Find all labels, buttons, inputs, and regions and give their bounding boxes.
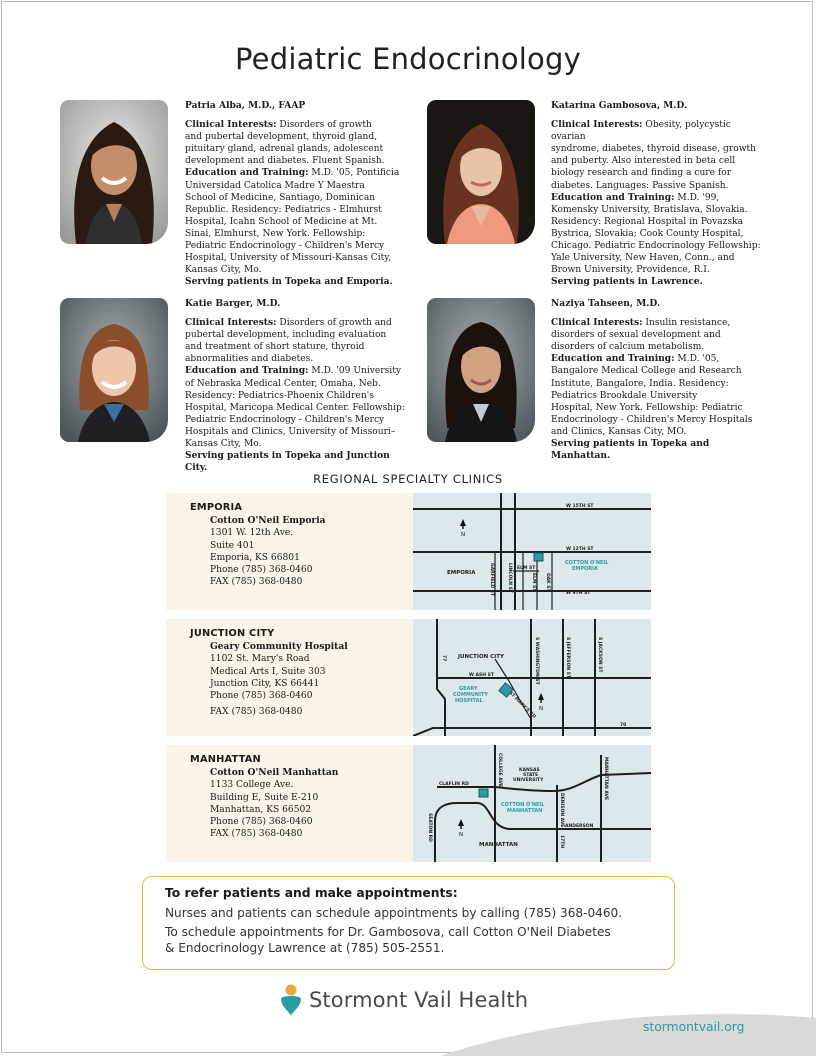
bio-line: Kansas City, Mo. [185, 265, 262, 276]
bio-line: Residency: Regional Hospital in Povazska [551, 216, 744, 227]
street-label: W 12TH ST [566, 547, 594, 552]
clinic-city: EMPORIA [190, 502, 243, 513]
street-label: ST MARY'S RD [507, 690, 537, 720]
clinic-address [190, 502, 326, 588]
bio-line: biology research and finding a cure for [551, 168, 732, 179]
campus-label: KANSAS [519, 768, 540, 773]
map-marker-label: HOSPITAL [455, 698, 483, 704]
map-marker-label: EMPORIA [572, 566, 598, 572]
street-label: GARFIELD ST [489, 563, 494, 596]
bio-line: M.D. '05, [677, 354, 720, 365]
street-label: W 9TH ST [566, 591, 591, 596]
address-line: 1102 St. Mary's Road [210, 654, 310, 665]
map-emporia [413, 493, 651, 610]
education-label: Education and Training: [185, 167, 309, 179]
bio-line: Obesity, polycystic ovarian [551, 120, 731, 143]
doctor-bio-patria-alba [185, 100, 415, 288]
bio-line: disorders of sexual development and [551, 330, 721, 341]
street-label: SEATON RD [427, 813, 432, 842]
bio-line: Komensky University, Bratislava, Slovakia. [551, 204, 748, 215]
address-line: Emporia, KS 66801 [210, 552, 300, 563]
map-city-label: JUNCTION CITY [458, 654, 504, 660]
education-label: Education and Training: [551, 191, 675, 203]
address-line: Building E, Suite E-210 [210, 792, 319, 803]
bio-line: and treatment of short stature, thyroid [185, 342, 365, 353]
map-manhattan [413, 745, 651, 862]
street-label: MANHATTAN AVE [603, 757, 608, 801]
bio-line: Hospital, New York. Fellowship: Pediatric [551, 402, 743, 413]
clinic-hospital: Cotton O'Neil Manhattan [210, 767, 339, 779]
bio-line: Endocrinology - Children's Mercy Hospitals [551, 414, 753, 425]
map-marker-label: COMMUNITY [453, 692, 489, 698]
bio-line: Sinai, Elmhurst, New York. Fellowship: [185, 228, 366, 239]
bio-line: diabetes. Languages: Passive Spanish. [551, 180, 729, 191]
serving-line: Serving patients in Topeka and Manhattan. [551, 438, 710, 462]
bio-line: pubertal development, including evaluation [185, 330, 387, 341]
map-marker-label: COTTON O'NEIL [565, 560, 609, 566]
clinic-fax: FAX (785) 368-0480 [210, 829, 303, 840]
bio-line: syndrome, diabetes, thyroid disease, growth [551, 144, 756, 155]
bio-line: Yale University, New Haven, Conn., and [551, 253, 735, 264]
street-label: 77 [441, 655, 446, 662]
street-label: S JEFFERSON ST [565, 637, 570, 678]
clinic-phone: Phone (785) 368-0460 [210, 817, 313, 828]
bio-line: Disorders of growth [279, 120, 372, 131]
website-link[interactable]: stormontvail.org [643, 1020, 745, 1034]
doctor-bio-katie-barger [185, 298, 415, 474]
doctor-name: Katie Barger, M.D. [185, 298, 281, 309]
clinic-fax: FAX (785) 368-0480 [210, 707, 303, 718]
clinics-heading: REGIONAL SPECIALTY CLINICS [313, 472, 503, 486]
street-label: COLLEGE AVE [497, 753, 502, 788]
map-marker-label: MANHATTAN [507, 808, 543, 814]
referral-heading: To refer patients and make appointments: [165, 886, 458, 900]
photo-katarina-gambosova [427, 100, 535, 244]
clinic-junction-city [166, 619, 651, 736]
street-label: W 15TH ST [566, 504, 594, 509]
street-label: ELM ST [517, 566, 536, 571]
address-line: Junction City, KS 66441 [210, 678, 320, 689]
street-label: S JACKSON ST [597, 637, 602, 673]
bio-line: Hospital, Icahn School of Medicine at Mt. [185, 216, 378, 227]
referral-line: Nurses and patients can schedule appointments by calling (785) 368-0460. [165, 906, 623, 920]
clinic-fax: FAX (785) 368-0480 [210, 577, 303, 588]
street-label: ELM ST [531, 573, 536, 592]
bio-line: Kansas City, Mo. [185, 439, 262, 450]
street-label: LINCOLN ST [507, 563, 512, 593]
bio-line: Hospital, University of Missouri-Kansas City, [185, 253, 392, 264]
bio-line: disorders of calcium metabolism. [551, 342, 705, 353]
clinic-address [190, 628, 348, 718]
clinic-manhattan [166, 745, 651, 862]
page-title: Pediatric Endocrinology [235, 42, 581, 76]
svg-text:N: N [461, 532, 466, 538]
bio-line: Pediatrics Brookdale University [551, 390, 698, 401]
doctor-bio-katarina-gambosova [551, 100, 766, 288]
doctor-name: Naziya Tahseen, M.D. [551, 298, 661, 309]
logo-text: Stormont Vail Health [309, 988, 529, 1012]
bio-line: Republic. Residency: Pediatrics - Elmhurst [185, 204, 382, 215]
address-line: Manhattan, KS 66502 [210, 804, 312, 815]
photo-katie-barger [60, 298, 168, 442]
bio-line: of Nebraska Medical Center, Omaha, Neb. [185, 378, 381, 389]
bio-line: Hospitals and Clinics, University of Missouri– [185, 426, 396, 437]
map-city-label: EMPORIA [447, 570, 476, 576]
bio-line: Bangalore Medical College and Research [551, 366, 742, 377]
address-line: 1133 College Ave. [210, 780, 294, 791]
bio-line: Chicago. Pediatric Endocrinology Fellowship: [551, 241, 761, 252]
bio-line: M.D. '09 University [311, 366, 401, 377]
street-label: OAK ST [545, 573, 550, 592]
bio-line: Pediatric Endocrinology - Children's Mercy [185, 241, 385, 252]
referral-box [142, 876, 675, 970]
clinic-phone: Phone (785) 368-0460 [210, 691, 313, 702]
education-label: Education and Training: [185, 365, 309, 377]
bio-line: and pubertal development, thyroid gland, [185, 132, 378, 143]
bio-line: Residency: Pediatrics-Phoenix Children's [185, 390, 374, 401]
clinic-phone: Phone (785) 368-0460 [210, 565, 313, 576]
referral-line: To schedule appointments for Dr. Gambosova, call Cotton O'Neil Diabetes [165, 925, 611, 939]
logo [279, 980, 528, 1020]
bio-line: pituitary gland, adrenal glands, adolescent [185, 144, 384, 155]
clinic-city: MANHATTAN [190, 754, 261, 765]
street-label: S WASHINGTON ST [534, 637, 539, 685]
referral-line: & Endocrinology Lawrence at (785) 505-2551. [165, 941, 445, 955]
map-junction-city [413, 619, 651, 736]
bio-line: Universidad Catolica Madre Y Maestra [185, 180, 365, 191]
address-line: 1301 W. 12th Ave. [210, 528, 294, 539]
bio-line: Hospital, Maricopa Medical Center. Fellowship: [185, 402, 405, 413]
interests-label: Clinical Interests: [551, 317, 643, 329]
street-label: DENISON AVE [559, 793, 564, 828]
address-line: Medical Arts I, Suite 303 [210, 666, 326, 677]
map-city-label: MANHATTAN [479, 842, 518, 848]
street-label: W ASH ST [469, 673, 494, 678]
photo-patria-alba [60, 100, 168, 244]
bio-line: M.D. '05, Pontificia [311, 168, 400, 179]
education-label: Education and Training: [551, 353, 675, 365]
clinic-emporia [166, 493, 651, 610]
bio-line: M.D. '99, [677, 192, 720, 203]
map-marker-label: GEARY [459, 686, 478, 692]
photo-naziya-tahseen [427, 298, 535, 442]
bio-line: Bystrica, Slovakia; Cook County Hospital, [551, 228, 744, 239]
bio-line: School of Medicine, Santiago, Dominican [185, 192, 376, 203]
campus-label: STATE [523, 773, 539, 778]
bio-line: Institute, Bangalore, India. Residency: [551, 378, 729, 389]
serving-line: Serving patients in Lawrence. [551, 276, 703, 288]
doctor-name: Patria Alba, M.D., FAAP [185, 100, 306, 111]
interests-label: Clinical Interests: [185, 317, 277, 329]
street-label: ANDERSON [565, 824, 594, 829]
svg-text:N: N [459, 832, 464, 838]
campus-label: UNIVERSITY [513, 778, 544, 783]
street-label: CLAFLIN RD [439, 782, 469, 787]
bio-line: abnormalities and diabetes. [185, 354, 314, 365]
bio-line: and Clinics, Kansas City, MO. [551, 426, 687, 437]
interests-label: Clinical Interests: [185, 119, 277, 131]
clinic-city: JUNCTION CITY [190, 628, 275, 639]
address-line: Suite 401 [210, 540, 255, 551]
map-marker-label: COTTON O'NEIL [501, 802, 545, 808]
bio-line: development and diabetes. Fluent Spanish. [185, 156, 385, 167]
doctor-name: Katarina Gambosova, M.D. [551, 100, 688, 111]
clinic-hospital: Cotton O'Neil Emporia [210, 515, 326, 527]
street-label: 70 [620, 723, 627, 728]
doctor-bio-naziya-tahseen [551, 298, 766, 462]
svg-text:N: N [539, 706, 544, 712]
bio-line: Brown University, Providence, R.I. [551, 265, 710, 276]
serving-line: Serving patients in Topeka and Emporia. [185, 276, 393, 288]
serving-line: Serving patients in Topeka and Junction City. [185, 450, 390, 474]
bio-line: and puberty. Also interested in beta cell [551, 156, 736, 167]
street-label: 17TH [559, 835, 564, 849]
interests-label: Clinical Interests: [551, 119, 643, 131]
bio-line: Pediatric Endocrinology - Children's Mercy [185, 414, 385, 425]
clinic-hospital: Geary Community Hospital [210, 641, 348, 653]
bio-line: Insulin resistance, [645, 318, 731, 329]
logo-mark-icon [279, 983, 303, 1017]
bio-line: Disorders of growth and [279, 318, 392, 329]
clinic-address [190, 754, 339, 840]
